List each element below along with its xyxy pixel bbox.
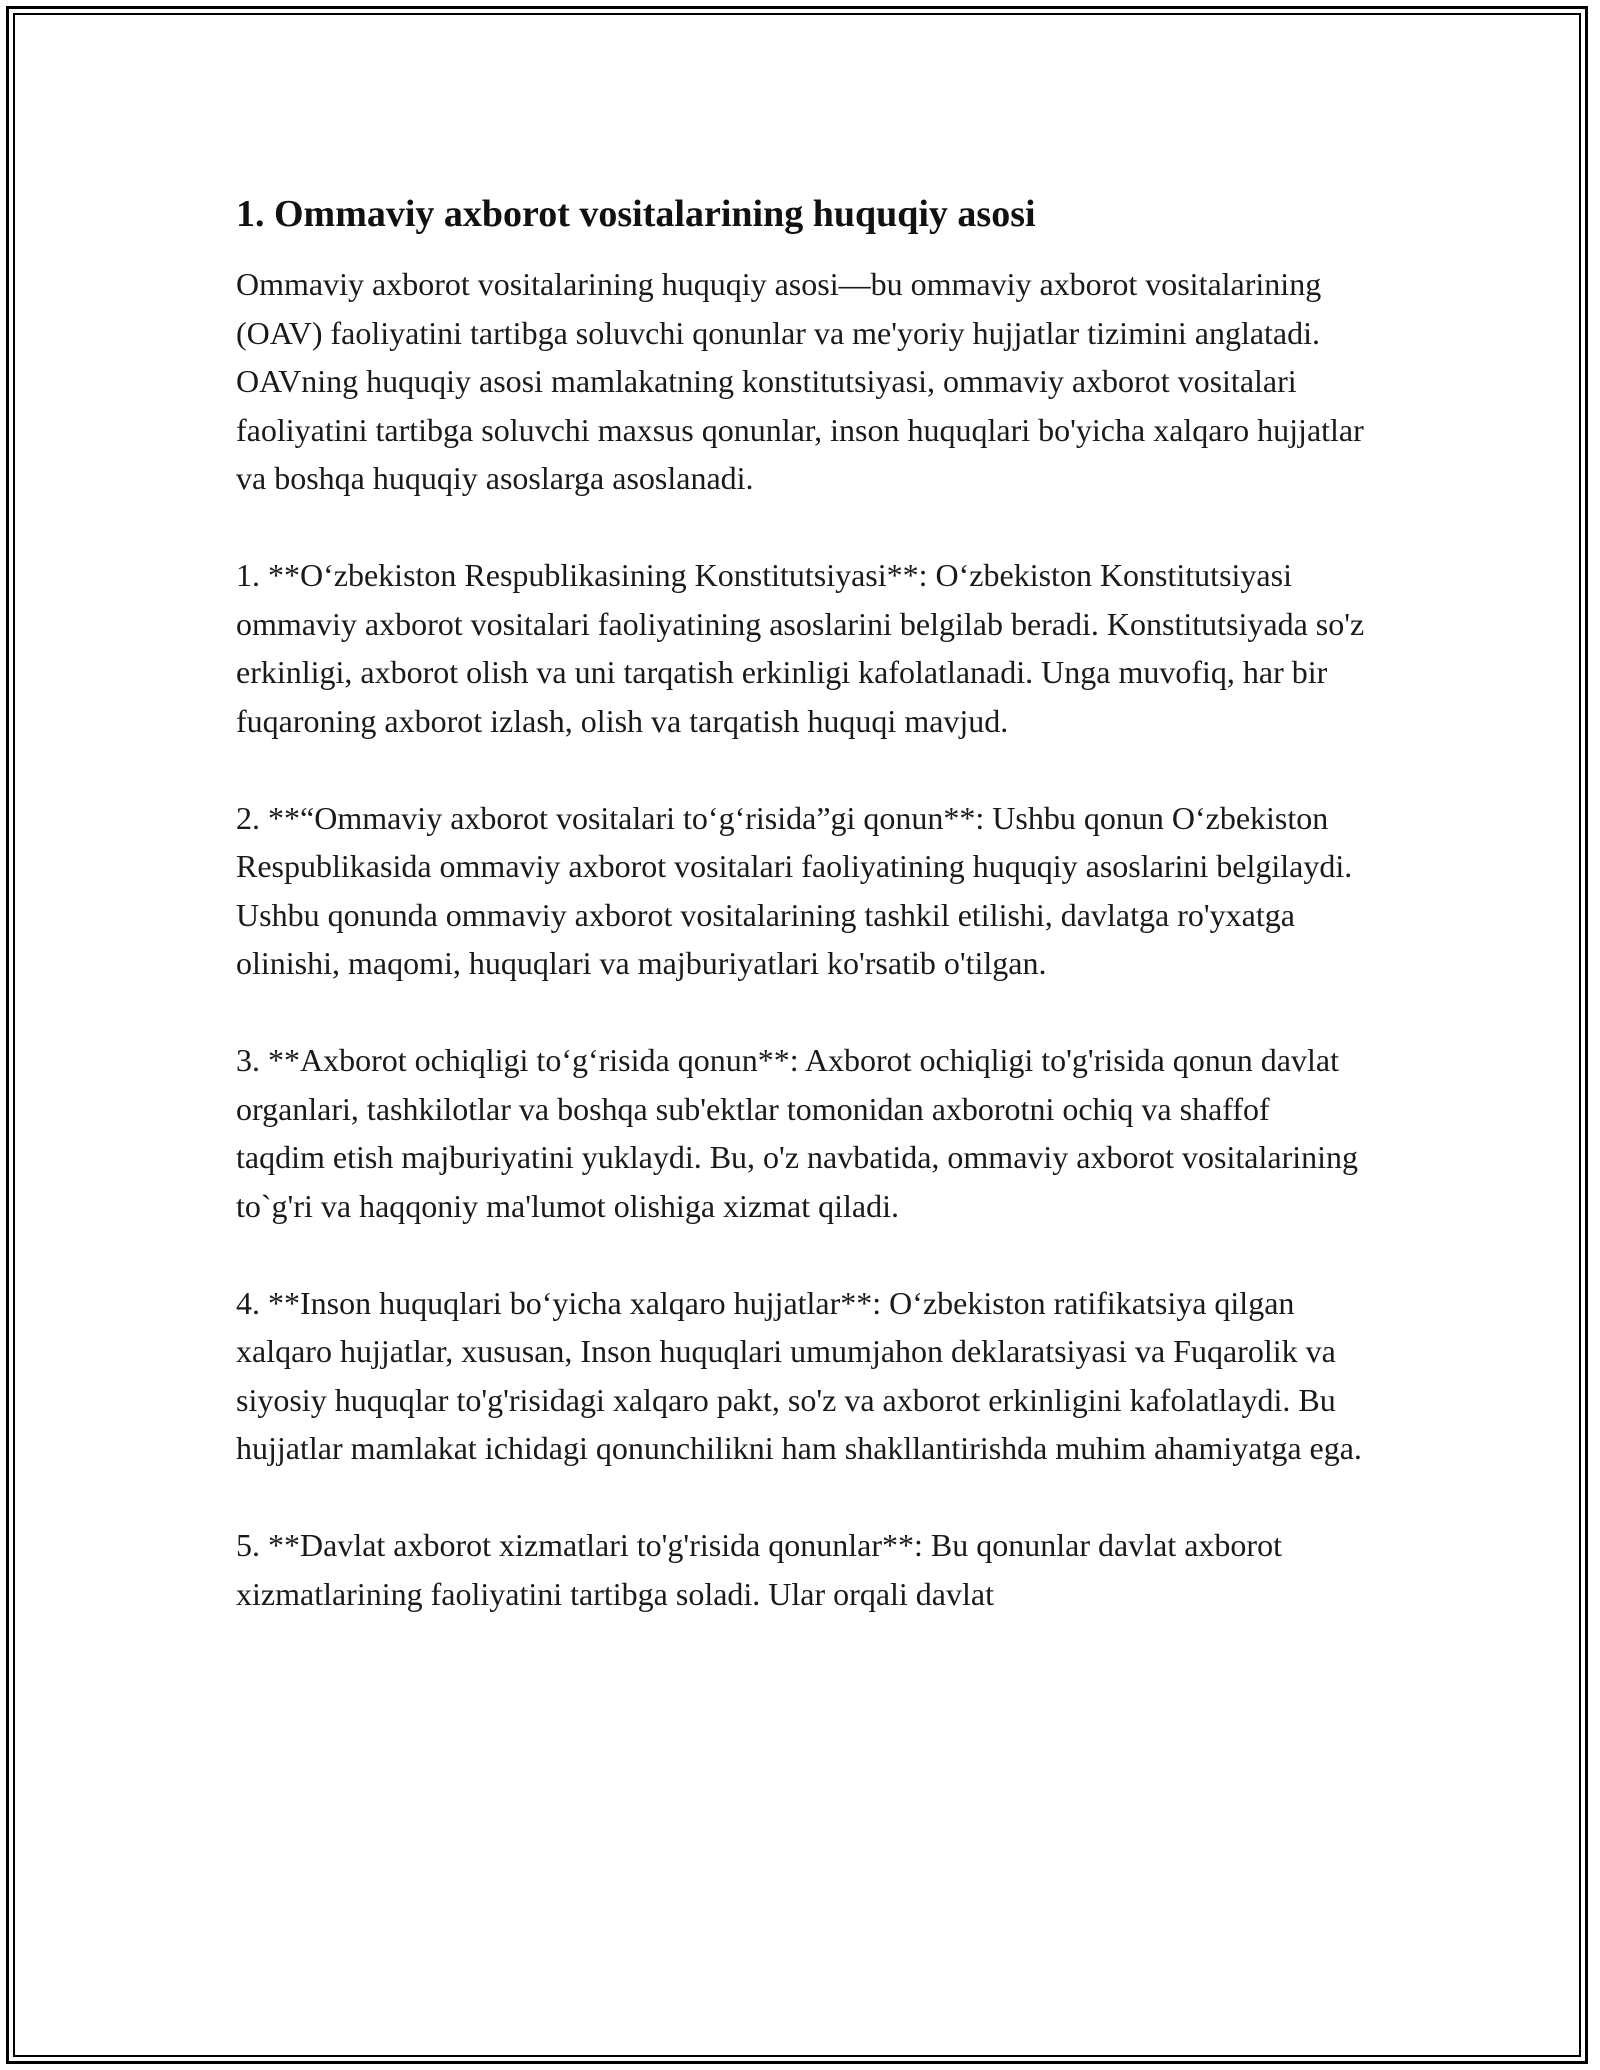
document-body — [236, 190, 1366, 1667]
list-item-media-law: 2. **“Ommaviy axborot vositalari toʻgʻrisida”gi qonun**: Ushbu qonun Oʻzbekiston Respublikasida ommaviy axborot vositalari faoliyatining huquqiy asoslarini belgilaydi. Ushbu qonunda ommaviy axborot vositalarining tashkil etilishi, davlatga ro'yxatga olinishi, maqomi, huquqlari va majburiyatlari ko'rsatib o'tilgan. — [236, 799, 1353, 981]
list-item-international-documents: 4. **Inson huquqlari boʻyicha xalqaro hujjatlar**: Oʻzbekiston ratifikatsiya qilgan xalqaro hujjatlar, xususan, Inson huquqlari umumjahon deklaratsiyasi va Fuqarolik va siyosiy huquqlar to'g'risidagi xalqaro pakt, so'z va axborot erkinligini kafolatlaydi. Bu hujjatlar mamlakat ichidagi qonunchilikni ham shakllantirishda muhim ahamiyatga ega. — [236, 1284, 1362, 1466]
list-item-constitution: 1. **Oʻzbekiston Respublikasining Konstitutsiyasi**: Oʻzbekiston Konstitutsiyasi ommaviy axborot vositalari faoliyatining asoslarini belgilab beradi. Konstitutsiyada so'z erkinligi, axborot olish va uni tarqatish erkinligi kafolatlanadi. Unga muvofiq, har bir fuqaroning axborot izlash, olish va tarqatish huquqi mavjud. — [236, 557, 1365, 739]
intro-paragraph: Ommaviy axborot vositalarining huquqiy asosi—bu ommaviy axborot vositalarining (OAV) faoliyatini tartibga soluvchi qonunlar va me'yoriy hujjatlar tizimini anglatadi. OAVning huquqiy asosi mamlakatning konstitutsiyasi, ommaviy axborot vositalari faoliyatini tartibga soluvchi maxsus qonunlar, inson huquqlari bo'yicha xalqaro hujjatlar va boshqa huquqiy asoslarga asoslanadi. — [236, 266, 1364, 496]
list-item-state-info-services: 5. **Davlat axborot xizmatlari to'g'risida qonunlar**: Bu qonunlar davlat axborot xizmatlarining faoliyatini tartibga soladi. Ular orqali davlat — [236, 1527, 1282, 1612]
list-item-openness-law: 3. **Axborot ochiqligi toʻgʻrisida qonun**: Axborot ochiqligi to'g'risida qonun davlat organlari, tashkilotlar va boshqa sub'ektlar tomonidan axborotni ochiq va shaffof taqdim etish majburiyatini yuklaydi. Bu, o'z navbatida, ommaviy axborot vositalarining to`g'ri va haqqoniy ma'lumot olishiga xizmat qiladi. — [236, 1042, 1358, 1224]
document-title: 1. Ommaviy axborot vositalarining huquqiy asosi — [236, 193, 1036, 235]
